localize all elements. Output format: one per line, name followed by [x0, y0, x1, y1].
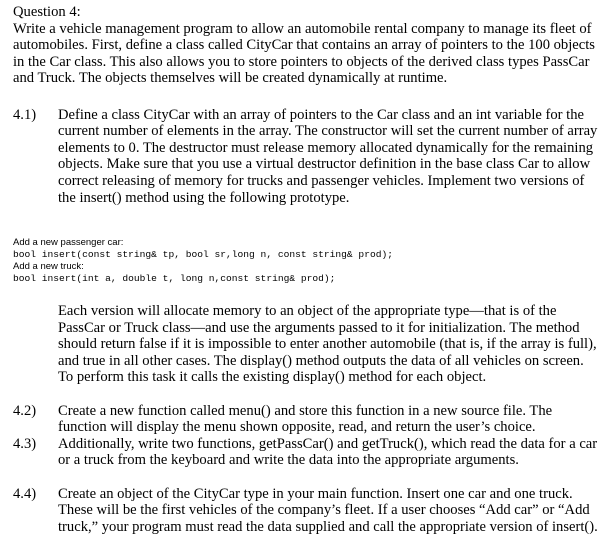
- item-4-2: [13, 403, 598, 436]
- item-number: 4.4): [13, 485, 37, 502]
- item-4-4: [13, 486, 598, 536]
- code-prototype-passenger: bool insert(const string& tp, bool sr,long n, const string& prod);: [13, 249, 393, 260]
- code-prototype-truck: bool insert(int a, double t, long n,const string& prod);: [13, 273, 336, 284]
- item-number: 4.2): [13, 402, 37, 419]
- code-label-passenger: Add a new passenger car:: [13, 237, 124, 248]
- item-text: Additionally, write two functions, getPassCar() and getTruck(), which read the data for a car or a truck from the keyboard and write the data into the appropriate arguments.: [58, 435, 598, 469]
- item-text: Create an object of the CityCar type in your main function. Insert one car and one truck. These will be the first vehicles of the company’s fleet. If a user chooses “Add car” or “Add truck,” your program must read the data supplied and call the appropriate version of insert().: [58, 485, 598, 535]
- prototype-code-block: [13, 237, 598, 285]
- item-text: Define a class CityCar with an array of pointers to the Car class and an int variable for the current number of elements in the array. The constructor will set the current number of array elements to 0. The destructor must release memory allocated dynamically for the remaining objects. Make sure that you use a virtual destructor definition in the base class Car to allow correct releasing of memory for trucks and passenger vehicles. Implement two versions of the insert() method using the following prototype.: [58, 106, 598, 206]
- code-label-truck: Add a new truck:: [13, 261, 84, 272]
- item-text: Create a new function called menu() and store this function in a new source file. The function will display the menu shown opposite, read, and return the user’s choice.: [58, 402, 553, 436]
- item-4-1: [13, 107, 598, 207]
- question-intro: Write a vehicle management program to allow an automobile rental company to manage its fleet of automobiles. First, define a class called CityCar that contains an array of pointers to the 100 objects in the Car class. This also allows you to store pointers to objects of the derived class types PassCar and Truck. The objects themselves will be created dynamically at runtime.: [13, 20, 595, 87]
- item-number: 4.3): [13, 435, 37, 452]
- question-title: Question 4:: [13, 4, 81, 20]
- item-4-3: [13, 436, 598, 469]
- item-number: 4.1): [13, 106, 37, 123]
- insert-description: Each version will allocate memory to an object of the appropriate type—that is of the PassCar or Truck class—and use the arguments passed to it for initialization. The method should return false if it is impossible to enter another automobile (that is, if the array is full), and true in all other cases. The display() method outputs the data of all vehicles on screen. To perform this task it calls the existing display() method for each object.: [58, 303, 597, 386]
